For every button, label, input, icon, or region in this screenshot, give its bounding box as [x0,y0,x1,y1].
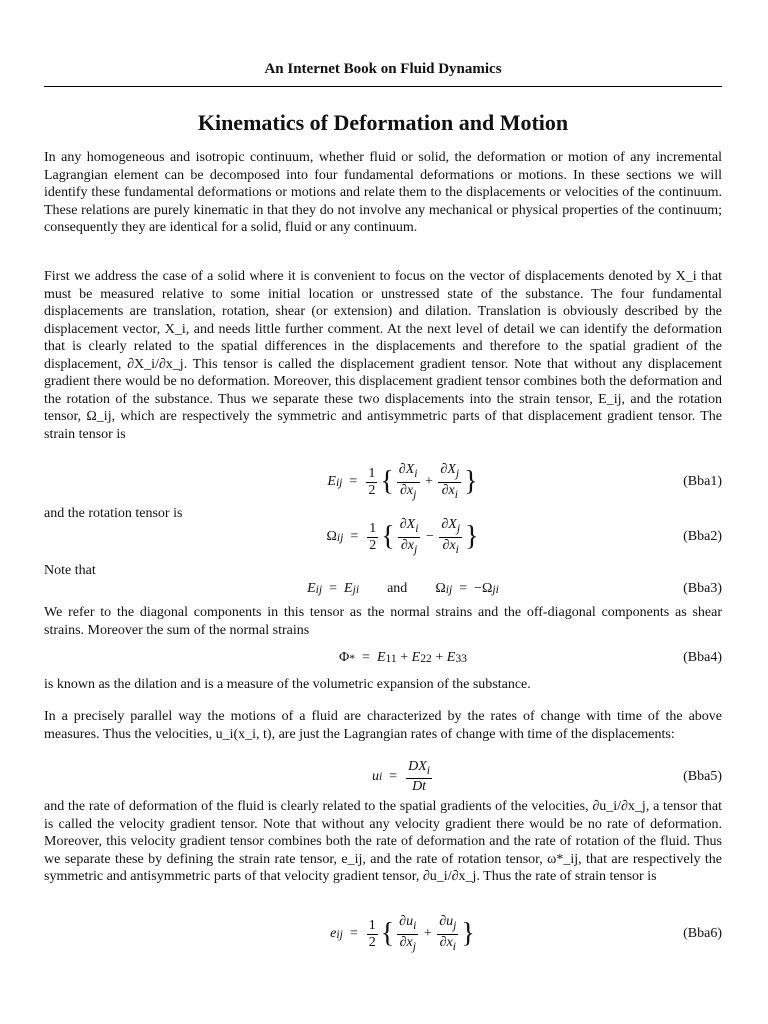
equation-number-bba1: (Bba1) [683,474,722,489]
equation-bba6: e ij = $\frac{1}{2}$ { $\frac{\partial u_i}{\partial x_j}$ + $\frac{\partial u_j}{\partial x_i}$ } (Bba6) [330,913,722,953]
equation-bba5: u i = $\frac{DX_i}{Dt}$ (Bba5) [371,758,722,795]
equation-number-bba3: (Bba3) [683,581,722,596]
label-rotation: and the rotation tensor is [44,506,183,521]
paragraph-strains: We refer to the diagonal components in this tensor as the normal strains and the off-diagonal components as shear strains. Moreover the sum of the normal strains [44,605,722,638]
paragraph-intro: In any homogeneous and isotropic continuum, whether fluid or solid, the deformation or motion of any incremental Lagrangian element can be decomposed into four fundamental deformations or motions. In these sections we will identify these fundamental deformations or motions and relate them to the displacements or velocities of the continuum. These relations are purely kinematic in that they do not involve any mechanical or physical properties of the continuum; consequently they are identical for a solid, fluid or any continuum. [44,150,722,235]
paragraph-solid: First we address the case of a solid where it is convenient to focus on the vector of displacements denoted by X_i that must be measured relative to some initial location or unstressed state of the substance. The four fundamental displacements are translation, rotation, shear (or extension) and dilation. Translation is obviously described by the displacement vector, X_i, and needs little further comment. At the next level of detail we can identify the deformation that is clearly related to the spatial differences in the displacements and therefore to the spatial gradient of the displacement, ∂X_i/∂x_j. This tensor is called the displacement gradient tensor. Note that without any displacement gradient there would be no deformation. Moreover, this displacement gradient tensor combines both the deformation and the rotation of the substance. Thus we separate these two displacements into the strain tensor, E_ij, and the rotation tensor, Ω_ij, which are respectively the symmetric and antisymmetric parts of that displacement gradient tensor. The strain tensor is [44,269,722,442]
label-note-that: Note that [44,563,96,578]
header-rule [44,86,722,87]
equation-number-bba4: (Bba4) [683,650,722,665]
equation-number-bba2: (Bba2) [683,529,722,544]
paragraph-velocity-gradient: and the rate of deformation of the fluid is clearly related to the spatial gradients of the velocities, ∂u_i/∂x_j, a tensor that is called the velocity gradient tensor. Note that without any velocity gradient there would be no rate of deformation. Moreover, this velocity gradient tensor combines both the rate of deformation and the rate of rotation of the fluid. Thus we separate these by defining the strain rate tensor, e_ij, and the rate of rotation tensor, ω*_ij, that are respectively the symmetric and antisymmetric parts of that velocity gradient tensor, ∂u_i/∂x_j. Thus the rate of strain tensor is [44,799,722,884]
paragraph-dilation: is known as the dilation and is a measure of the volumetric expansion of the substance. [44,677,531,692]
equation-bba2: Ω ij = $\frac{1}{2}$ { $\frac{\partial X_i}{\partial x_j}$ − $\frac{\partial X_j}{\partial x_i}$ } (Bba2) [326,516,722,556]
and-word: and [387,581,408,596]
running-header: An Internet Book on Fluid Dynamics [264,61,502,77]
equation-bba1: E ij = $\frac{1}{2}$ { $\frac{\partial X_i}{\partial x_j}$ + $\frac{\partial X_j}{\partial x_i}$ } (Bba1) [327,461,722,501]
equation-bba3: E ij = E ji and Ω ij = −Ω ji (Bba3) [307,581,722,596]
paragraph-fluid: In a precisely parallel way the motions of a fluid are characterized by the rates of change with time of the above measures. Thus the velocities, u_i(x_i, t), are just the Lagrangian rates of change with time of the displacements: [44,709,722,742]
equation-bba4: Φ * = E 11 + E 22 + E 33 (Bba4) [338,650,722,665]
section-title: Kinematics of Deformation and Motion [197,110,569,135]
equation-number-bba6: (Bba6) [683,926,722,941]
equation-number-bba5: (Bba5) [683,769,722,784]
